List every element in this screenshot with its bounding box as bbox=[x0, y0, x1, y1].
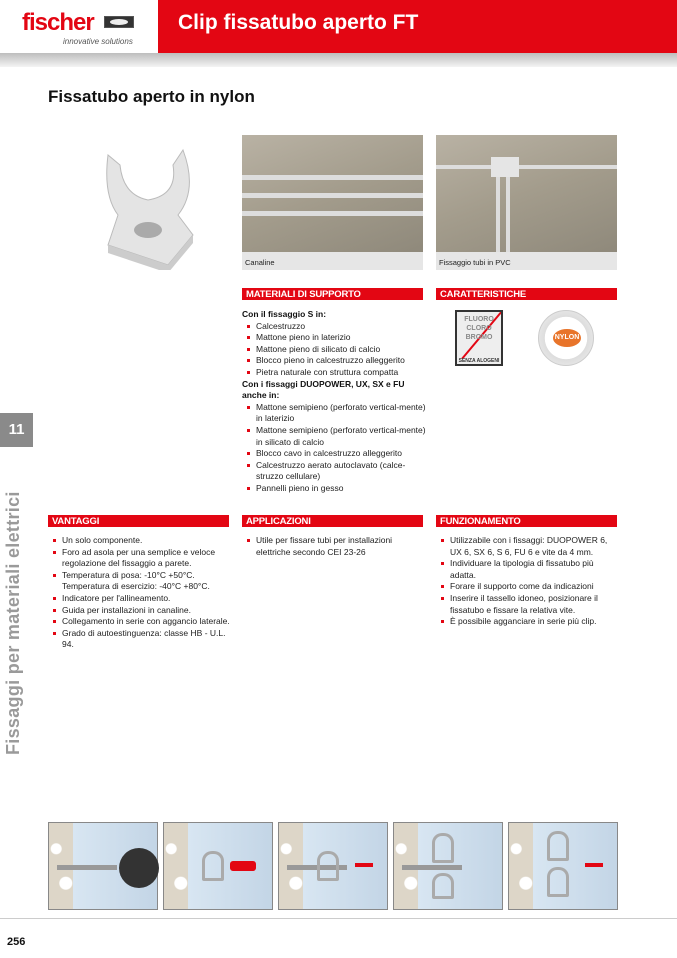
product-image-clip bbox=[48, 135, 225, 270]
section-header-vantaggi: VANTAGGI bbox=[48, 515, 229, 527]
list-item: Calcestruzzo bbox=[242, 321, 427, 333]
step-2-insert-plug-image bbox=[163, 822, 273, 910]
list-item: Mattone semipieno (perforato vertical-mente) in silicato di calcio bbox=[242, 425, 427, 448]
list-item: Utile per fissare tubi per installazioni elettriche secondo CEI 23-26 bbox=[242, 535, 422, 558]
badge-text: FLUORO bbox=[464, 316, 494, 323]
brand-logo: fischer bbox=[22, 9, 94, 36]
list-item: Pannelli pieno in gesso bbox=[242, 483, 427, 495]
nylon-seal-icon bbox=[538, 310, 594, 366]
step-3-fix-screw-image bbox=[278, 822, 388, 910]
list-item: Guida per installazioni in canaline. bbox=[48, 605, 233, 617]
applicazioni-list bbox=[242, 535, 422, 558]
header-title: Clip fissatubo aperto FT bbox=[178, 11, 419, 34]
badge-text: BROMO bbox=[465, 334, 493, 341]
photo-caption: Fissaggio tubi in PVC bbox=[436, 252, 617, 270]
seal-text: NYLON bbox=[553, 329, 581, 347]
list-item: Foro ad asola per una semplice e veloce regolazione del fissaggio a parete. bbox=[48, 547, 233, 570]
vantaggi-list bbox=[48, 535, 233, 651]
page-number: 256 bbox=[7, 936, 26, 948]
list-item: Utilizzabile con i fissaggi: DUOPOWER 6, UX 6, SX 6, S 6, FU 6 e vite da 4 mm. bbox=[436, 535, 618, 558]
list-item: Mattone pieno in laterizio bbox=[242, 332, 427, 344]
list-item: Calcestruzzo aerato autoclavato (calce-struzzo cellulare) bbox=[242, 460, 427, 483]
section-header-funzionamento: FUNZIONAMENTO bbox=[436, 515, 617, 527]
footer-divider bbox=[0, 918, 677, 919]
materiali-list bbox=[242, 309, 427, 495]
list-item: Forare il supporto come da indicazioni bbox=[436, 581, 618, 593]
header-logo-area bbox=[0, 0, 158, 53]
section-header-applicazioni: APPLICAZIONI bbox=[242, 515, 423, 527]
list-item: Individuare la tipologia di fissatubo più adatta. bbox=[436, 558, 618, 581]
step-1-drill-image bbox=[48, 822, 158, 910]
photo-caption: Canaline bbox=[242, 252, 423, 270]
list-item: Mattone semipieno (perforato vertical-mente) in laterizio bbox=[242, 402, 427, 425]
chapter-tab: 11 bbox=[0, 413, 33, 447]
list-item: Blocco pieno in calcestruzzo alleggerito bbox=[242, 355, 427, 367]
list-item: Grado di autoestinguenza: classe HB - U.L. 94. bbox=[48, 628, 233, 651]
photo-tubi-pvc bbox=[436, 135, 617, 252]
list-item: Pietra naturale con struttura compatta bbox=[242, 367, 427, 379]
photo-canaline bbox=[242, 135, 423, 252]
group-heading: Con il fissaggio S in: bbox=[242, 309, 327, 319]
halogen-free-icon bbox=[455, 310, 503, 366]
brand-tagline: innovative solutions bbox=[63, 37, 133, 46]
funzionamento-list bbox=[436, 535, 618, 628]
group-heading: Con i fissaggi DUOPOWER, UX, SX e FU anche in: bbox=[242, 378, 405, 401]
list-item: Collegamento in serie con aggancio laterale. bbox=[48, 616, 233, 628]
list-item: Mattone pieno di silicato di calcio bbox=[242, 344, 427, 356]
section-header-materiali: MATERIALI DI SUPPORTO bbox=[242, 288, 423, 300]
list-item: Indicatore per l'allineamento. bbox=[48, 593, 233, 605]
list-item: Blocco cavo in calcestruzzo alleggerito bbox=[242, 448, 427, 460]
badge-text: CLORO bbox=[466, 325, 492, 332]
chapter-label: Fissaggi per materiali elettrici bbox=[3, 491, 23, 755]
list-item: Inserire il tassello idoneo, posizionare il fissatubo e fissare la relativa vite. bbox=[436, 593, 618, 616]
list-item: È possibile agganciare in serie più clip. bbox=[436, 616, 618, 628]
step-4-attach-clip-image bbox=[393, 822, 503, 910]
step-5-series-clips-image bbox=[508, 822, 618, 910]
section-header-caratteristiche: CARATTERISTICHE bbox=[436, 288, 617, 300]
logo-fish-icon bbox=[104, 16, 134, 28]
header-shadow bbox=[0, 53, 677, 67]
badge-label: SENZA ALOGENI bbox=[458, 358, 500, 364]
header-bar bbox=[158, 0, 677, 53]
page-title: Fissatubo aperto in nylon bbox=[48, 87, 255, 106]
list-item: Un solo componente. bbox=[48, 535, 233, 547]
list-item: Temperatura di posa: -10°C +50°C. Temperatura di esercizio: -40°C +80°C. bbox=[48, 570, 233, 593]
